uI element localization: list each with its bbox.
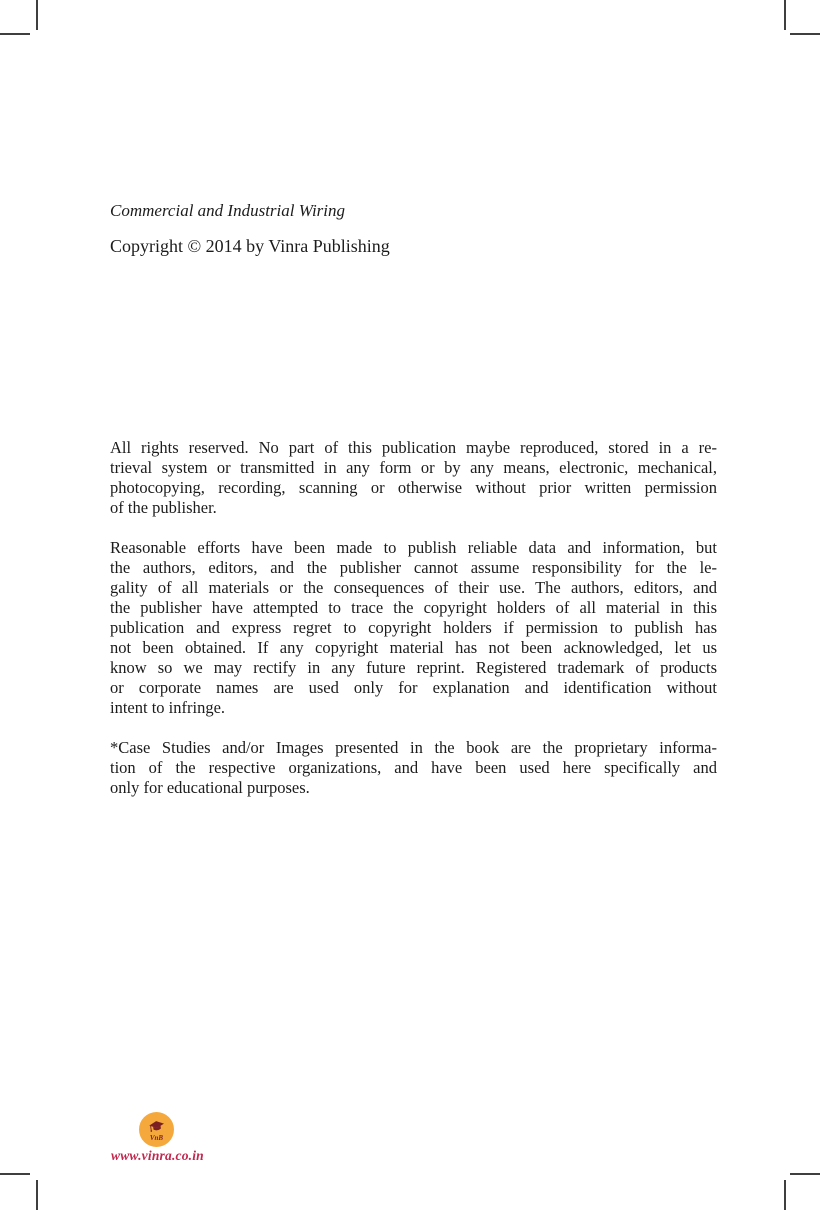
paragraph-line: *Case Studies and/or Images presented in the book are the proprietary informa- [110, 738, 717, 757]
paragraph-line: the publisher have attempted to trace the copyright holders of all material in this [110, 598, 717, 617]
paragraph-reasonable-efforts [110, 538, 717, 718]
paragraph-line: of the publisher. [110, 498, 217, 517]
publisher-logo [139, 1112, 174, 1147]
crop-mark-top-right-vertical [784, 0, 786, 30]
crop-mark-top-left-vertical [36, 0, 38, 30]
paragraph-line: intent to infringe. [110, 698, 226, 717]
paragraph-line: photocopying, recording, scanning or otherwise without prior written permission [110, 478, 717, 497]
paragraph-line: not been obtained. If any copyright material has not been acknowledged, let us [110, 638, 717, 657]
paragraph-all-rights-reserved [110, 438, 717, 518]
graduation-cap-icon [146, 1117, 168, 1136]
crop-mark-top-left-horizontal [0, 33, 30, 35]
paragraph-line: or corporate names are used only for explanation and identification without [110, 678, 717, 697]
crop-mark-bottom-left-horizontal [0, 1173, 30, 1175]
publisher-logo-initials: VnB [149, 1134, 164, 1142]
book-title: Commercial and Industrial Wiring [110, 201, 346, 220]
publisher-website-link[interactable]: www.vinra.co.in [111, 1148, 204, 1163]
paragraph-line: All rights reserved. No part of this publication maybe reproduced, stored in a re- [110, 438, 717, 457]
paragraph-line: know so we may rectify in any future reprint. Registered trademark of products [110, 658, 717, 677]
paragraph-line: gality of all materials or the consequences of their use. The authors, editors, and [110, 578, 717, 597]
crop-mark-bottom-left-vertical [36, 1180, 38, 1210]
paragraph-line: tion of the respective organizations, and have been used here specifically and [110, 758, 717, 777]
paragraph-line: the authors, editors, and the publisher cannot assume responsibility for the le- [110, 558, 717, 577]
paragraph-line: trieval system or transmitted in any form or by any means, electronic, mechanical, [110, 458, 717, 477]
paragraph-line: only for educational purposes. [110, 778, 310, 797]
copyright-line: Copyright © 2014 by Vinra Publishing [110, 236, 390, 256]
paragraph-case-studies-disclaimer [110, 738, 717, 798]
crop-mark-top-right-horizontal [790, 33, 820, 35]
crop-mark-bottom-right-vertical [784, 1180, 786, 1210]
paragraph-line: Reasonable efforts have been made to publish reliable data and information, but [110, 538, 717, 557]
crop-mark-bottom-right-horizontal [790, 1173, 820, 1175]
paragraph-line: publication and express regret to copyright holders if permission to publish has [110, 618, 717, 637]
copyright-text-block [110, 438, 717, 818]
